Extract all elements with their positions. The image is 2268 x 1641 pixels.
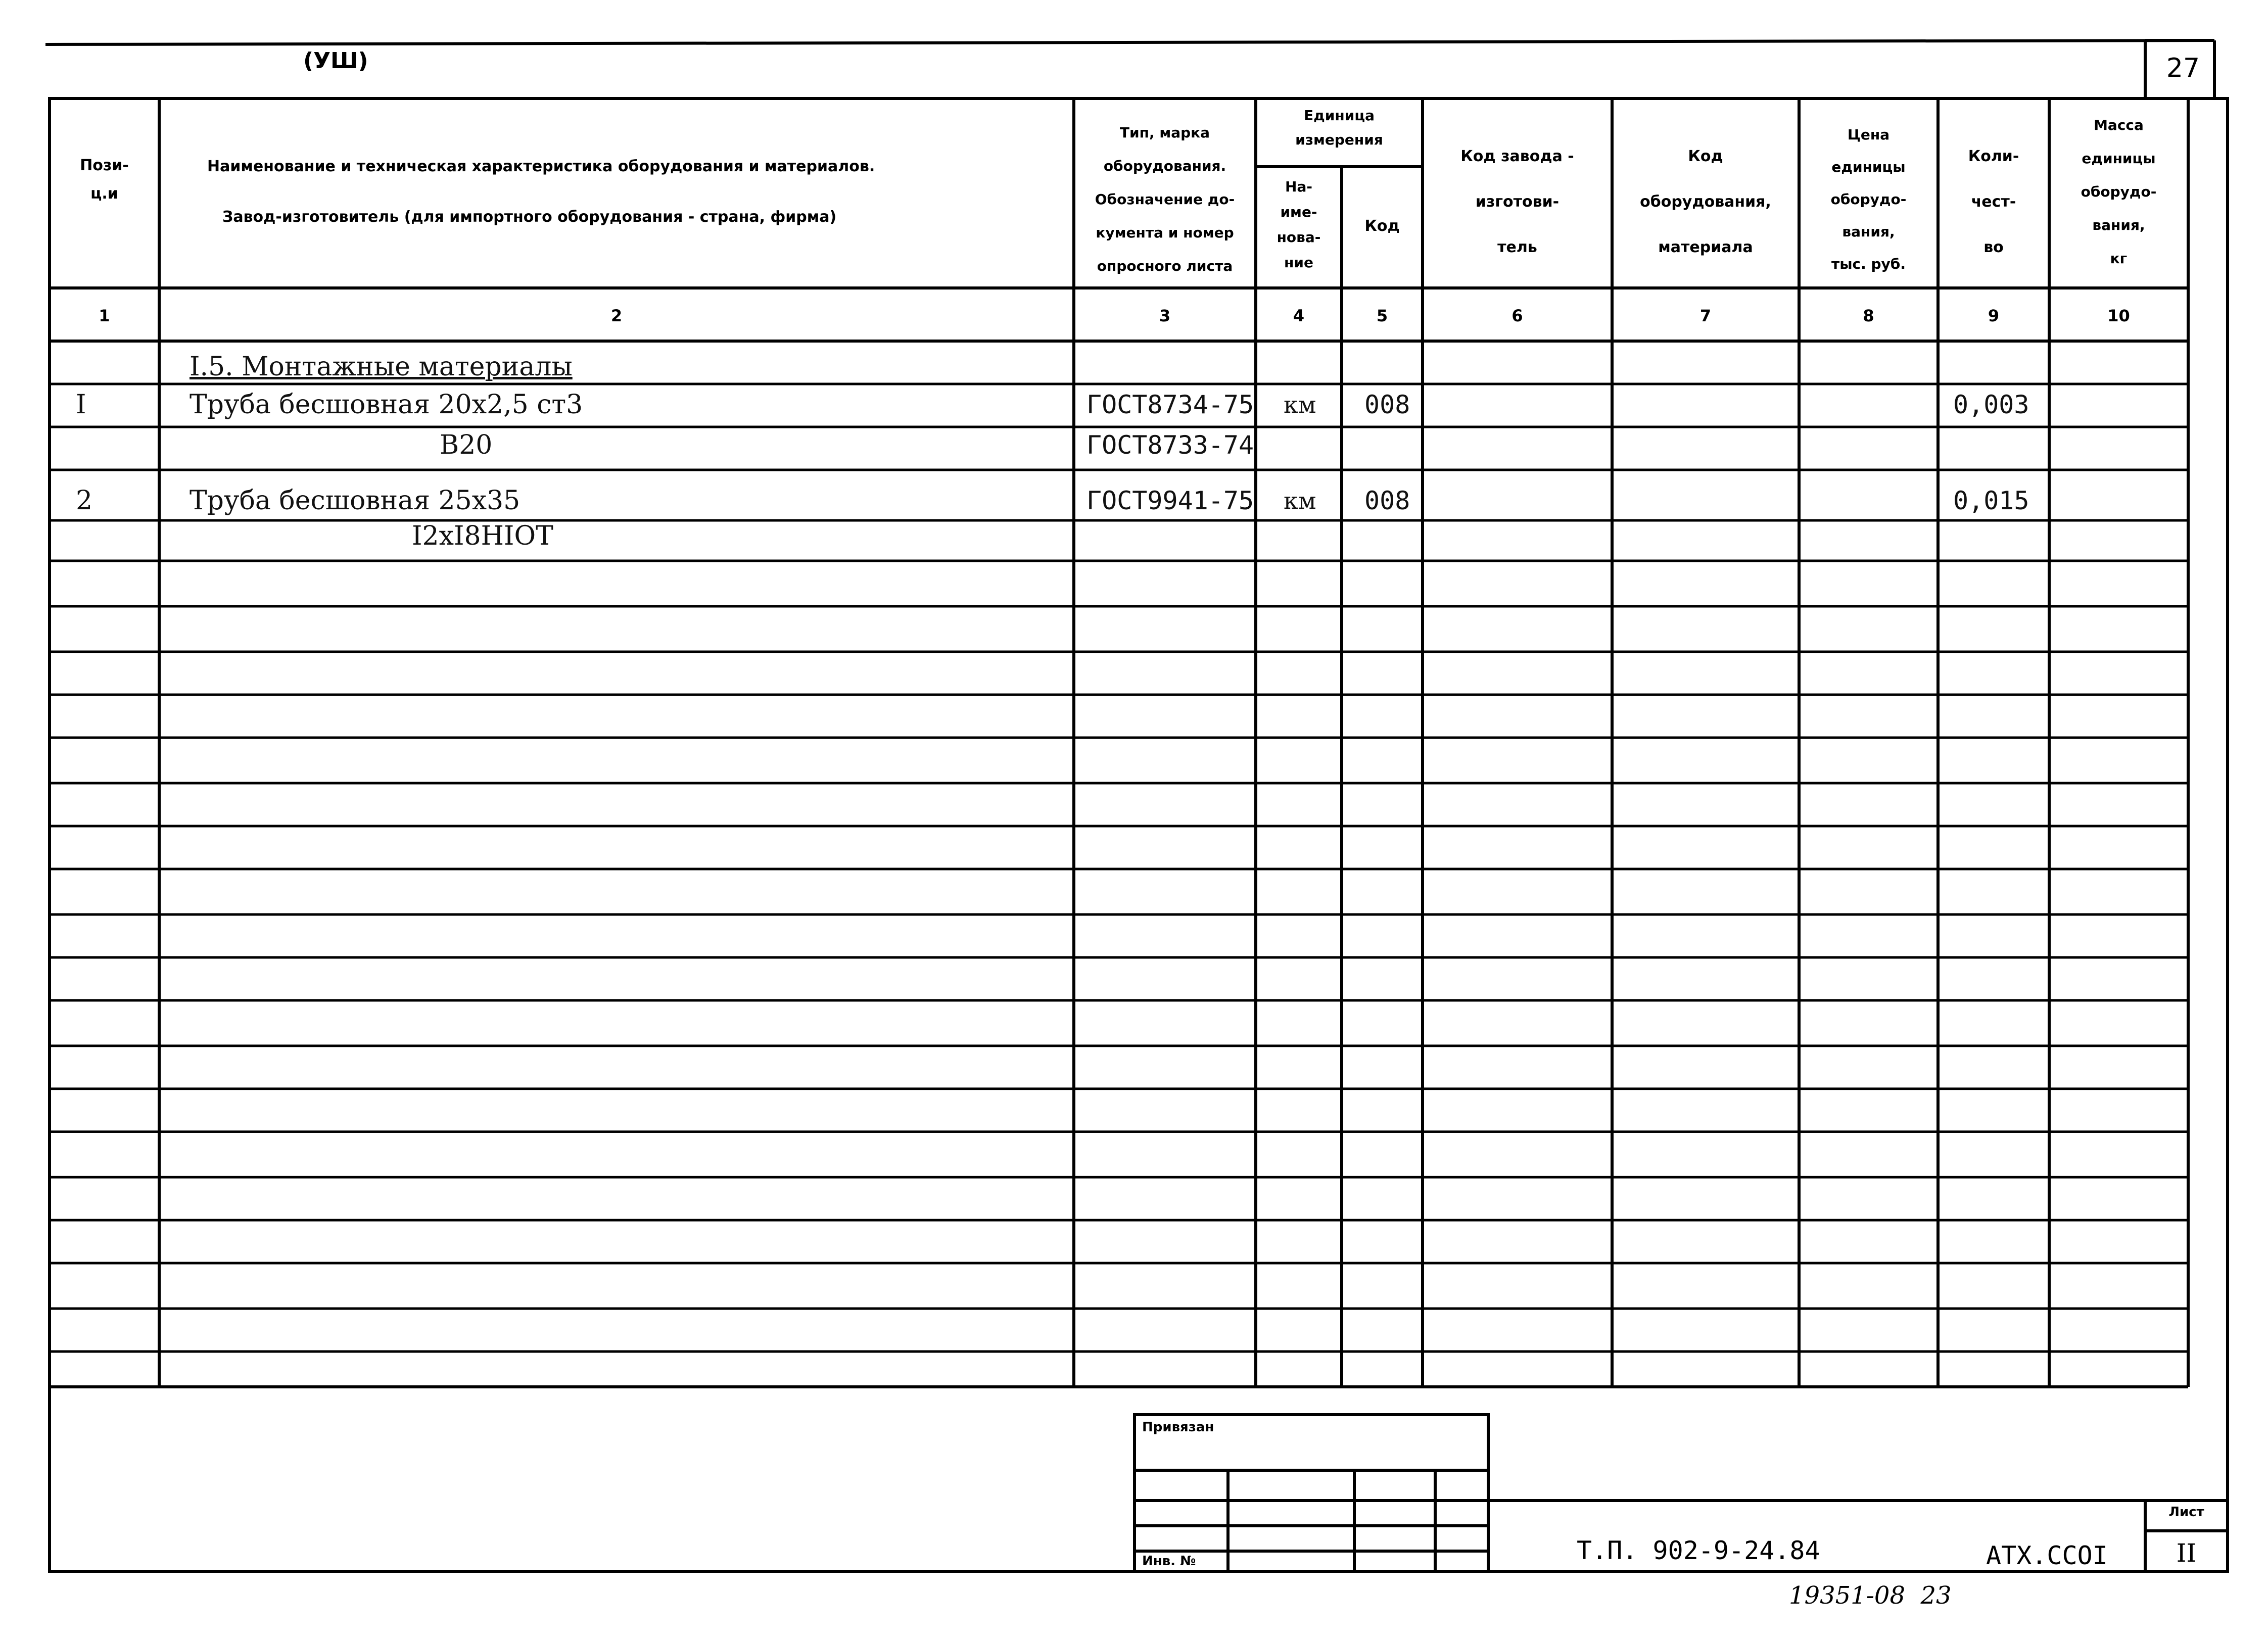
stamp-attached-label: Привязан (1142, 1420, 1214, 1435)
row-quantity: 0,003 (1953, 390, 2029, 419)
column-number: 3 (1159, 306, 1171, 325)
handwritten-footer-number: 19351-08 23 (1789, 1581, 1952, 1610)
section-heading: I.5. Монтажные материалы (190, 352, 573, 382)
header-col-unit-name: На- име- нова- ние (1277, 178, 1321, 271)
header-col-price: Цена единицы оборудо- вания, тыс. руб. (1830, 126, 1907, 272)
column-number: 10 (2107, 306, 2130, 325)
row-name: В20 (440, 430, 493, 460)
sheet-label: Лист (2168, 1505, 2204, 1520)
header-col-unit-code: Код (1364, 217, 1400, 235)
column-number: 9 (1988, 306, 2000, 325)
row-unit-name: км (1284, 487, 1316, 514)
page-number: 27 (2166, 53, 2200, 83)
row-unit-code: 008 (1364, 486, 1410, 515)
row-position: I (76, 390, 86, 420)
row-unit-name: км (1284, 391, 1316, 418)
row-unit-code: 008 (1364, 390, 1410, 419)
header-col-unit-group: Единица измерения (1295, 107, 1383, 148)
header-col-type: Тип, марка оборудования. Обозначение до- кумента и номер опросного листа (1095, 124, 1235, 274)
header-col-quantity: Коли- чест- во (1968, 148, 2019, 256)
column-number: 6 (1511, 306, 1523, 325)
row-quantity: 0,015 (1953, 486, 2029, 515)
column-number: 1 (99, 306, 110, 325)
column-number: 8 (1863, 306, 1874, 325)
row-name: Труба бесшовная 25х35 (190, 486, 521, 516)
column-number: 2 (610, 306, 623, 325)
row-name: Труба бесшовная 20х2,5 ст3 (190, 390, 583, 420)
row-name: I2хI8НIОТ (412, 521, 553, 551)
sheet-number: II (2176, 1538, 2197, 1568)
row-document: ГОСТ8734-75 (1086, 390, 1254, 419)
sheet-label-ush: (УШ) (303, 48, 368, 74)
document-code: АТХ.ССОI (1986, 1541, 2108, 1570)
column-number: 5 (1376, 306, 1388, 325)
project-code: Т.П. 902-9-24.84 (1577, 1536, 1820, 1565)
header-col-position: Пози- ц.и (80, 157, 129, 203)
header-col-plant-code: Код завода - изготови- тель (1460, 148, 1574, 256)
column-number: 7 (1699, 306, 1712, 325)
row-document: ГОСТ9941-75 (1086, 486, 1254, 515)
header-col-equipment-code: Код оборудования, материала (1640, 148, 1771, 256)
header-col-mass: Масса единицы оборудо- вания, кг (2081, 117, 2157, 267)
stamp-inventory-label: Инв. № (1142, 1554, 1196, 1569)
row-document: ГОСТ8733-74 (1086, 430, 1254, 460)
header-col-name: Наименование и техническая характеристика оборудования и материалов. Завод-изготовитель (для импортного оборудования - страна, фирма) (207, 158, 875, 226)
column-number: 4 (1293, 306, 1305, 325)
row-position: 2 (76, 486, 93, 516)
